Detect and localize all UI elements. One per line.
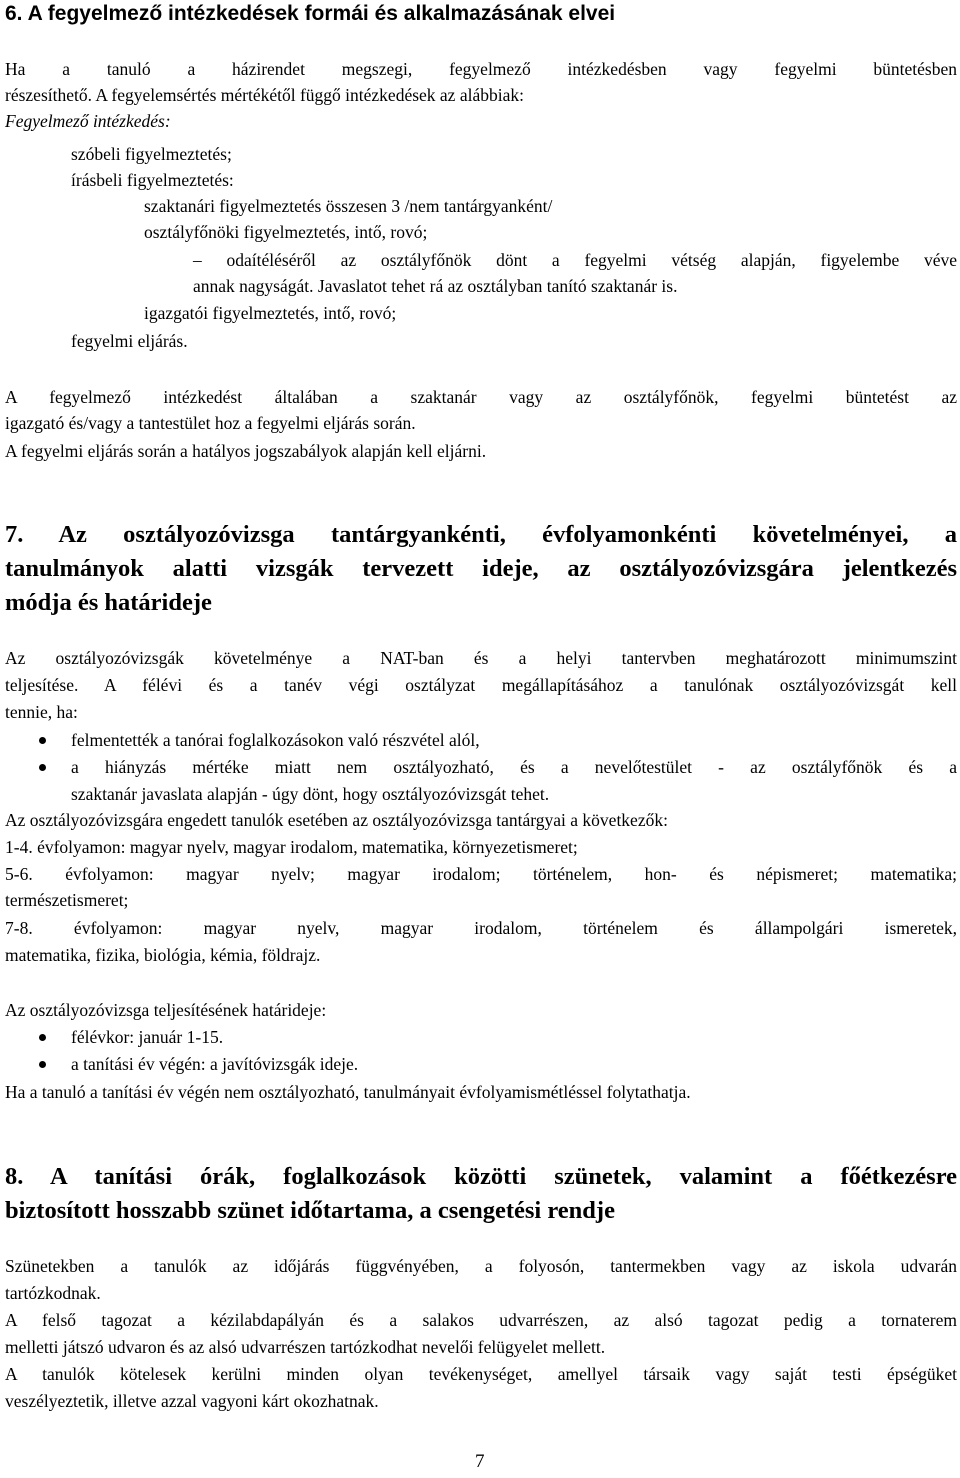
section-6-para-1-line-1: A fegyelmező intézkedést általában a szaktanár vagy az osztályfőnök, fegyelmi büntetést az — [5, 387, 957, 407]
subjects-intro: Az osztályozóvizsgára engedett tanulók esetében az osztályozóvizsga tantárgyai a következők: — [5, 810, 668, 830]
sub-principal-warning: igazgatói figyelmeztetés, intő, rovó; — [144, 303, 397, 323]
condition-exempted: felmentették a tanórai foglalkozásokon való részvétel alól, — [71, 730, 480, 750]
condition-absence-line-2: szaktanár javaslata alapján - úgy dönt, hogy osztályozóvizsgát tehet. — [71, 784, 550, 804]
section-8-para-1-line-1: Szünetekben a tanulók az időjárás függvényében, a folyosón, tantermekben vagy az iskola udvarán — [5, 1256, 957, 1276]
deadline-semester: félévkor: január 1-15. — [71, 1027, 224, 1047]
decision-note-line-2: annak nagyságát. Javaslatot tehet rá az osztályban tanító szaktanár is. — [193, 276, 678, 296]
bullet-dot — [39, 1034, 46, 1041]
condition-absence-line-1: a hiányzás mértéke miatt nem osztályozható, és a nevelőtestület - az osztályfőnök és a — [71, 757, 957, 777]
section-8-para-3-line-1: A tanulók kötelesek kerülni minden olyan tevékenységet, amellyel társaik vagy saját testi épségüket — [5, 1364, 957, 1384]
bullet-dot — [39, 764, 46, 771]
grades-7-8-subjects-line-1: 7-8. évfolyamon: magyar nyelv, magyar irodalom, történelem és állampolgári ismeretek, — [5, 918, 957, 938]
grades-5-6-subjects-line-2: természetismeret; — [5, 890, 129, 910]
section-8-heading-line-1: 8. A tanítási órák, foglalkozások közötti szünetek, valamint a főétkezésre — [5, 1163, 957, 1190]
section-6-intro-line-1: Ha a tanuló a házirendet megszegi, fegyelmező intézkedésben vagy fegyelmi büntetésben — [5, 59, 957, 79]
section-8-heading-line-2: biztosított hosszabb szünet időtartama, a csengetési rendje — [5, 1197, 615, 1224]
bullet-dot — [39, 1061, 46, 1068]
section-6-intro-line-2: részesíthető. A fegyelemsértés mértékétől függő intézkedések az alábbiak: — [5, 85, 524, 105]
measures-label: Fegyelmező intézkedés: — [5, 111, 171, 131]
section-6-heading: 6. A fegyelmező intézkedések formái és alkalmazásának elvei — [5, 2, 616, 25]
measure-disciplinary-procedure: fegyelmi eljárás. — [71, 331, 188, 351]
section-7-heading-line-3: módja és határideje — [5, 589, 212, 616]
measure-oral-warning: szóbeli figyelmeztetés; — [71, 144, 232, 164]
section-8-para-2-line-2: melletti játszó udvaron és az alsó udvarrészen tartózkodhat nevelői felügyelet mellett. — [5, 1337, 606, 1357]
grades-1-4-subjects: 1-4. évfolyamon: magyar nyelv, magyar irodalom, matematika, környezetismeret; — [5, 837, 578, 857]
section-7-closing: Ha a tanuló a tanítási év végén nem osztályozható, tanulmányait évfolyamismétléssel folytathatja. — [5, 1082, 691, 1102]
section-8-para-2-line-1: A felső tagozat a kézilabdapályán és a salakos udvarrészen, az alsó tagozat pedig a tornaterem — [5, 1310, 957, 1330]
section-8-para-1-line-2: tartózkodnak. — [5, 1283, 101, 1303]
page-number: 7 — [475, 1451, 485, 1472]
section-7-heading-line-1: 7. Az osztályozóvizsga tantárgyankénti, évfolyamonkénti követelményei, a — [5, 521, 957, 548]
section-8-para-3-line-2: veszélyeztetik, illetve azzal vagyoni kárt okozhatnak. — [5, 1391, 379, 1411]
deadline-year-end: a tanítási év végén: a javítóvizsgák ideje. — [71, 1054, 359, 1074]
deadline-intro: Az osztályozóvizsga teljesítésének határideje: — [5, 1000, 327, 1020]
section-7-para-1-line-1: Az osztályozóvizsgák követelménye a NAT-ban és a helyi tantervben meghatározott minimumszint — [5, 648, 957, 668]
decision-note-line-1: – odaítéléséről az osztályfőnök dönt a fegyelmi vétség alapján, figyelembe véve — [193, 250, 957, 270]
section-7-para-1-line-2: teljesítése. A félévi és a tanév végi osztályzat megállapításához a tanulónak osztályozóvizsgát kell — [5, 675, 957, 695]
sub-teacher-warning: szaktanári figyelmeztetés összesen 3 /nem tantárgyanként/ — [144, 196, 553, 216]
section-7-heading-line-2: tanulmányok alatti vizsgák tervezett ideje, az osztályozóvizsgára jelentkezés — [5, 555, 957, 582]
grades-5-6-subjects-line-1: 5-6. évfolyamon: magyar nyelv; magyar irodalom; történelem, hon- és népismeret; matematika; — [5, 864, 957, 884]
section-7-para-1-line-3: tennie, ha: — [5, 702, 78, 722]
bullet-dot — [39, 737, 46, 744]
section-6-para-1-line-2: igazgató és/vagy a tantestület hoz a fegyelmi eljárás során. — [5, 413, 416, 433]
grades-7-8-subjects-line-2: matematika, fizika, biológia, kémia, földrajz. — [5, 945, 321, 965]
section-6-para-2: A fegyelmi eljárás során a hatályos jogszabályok alapján kell eljárni. — [5, 441, 487, 461]
sub-formmaster-warning: osztályfőnöki figyelmeztetés, intő, rovó; — [144, 222, 428, 242]
measure-written-warning: írásbeli figyelmeztetés: — [71, 170, 234, 190]
